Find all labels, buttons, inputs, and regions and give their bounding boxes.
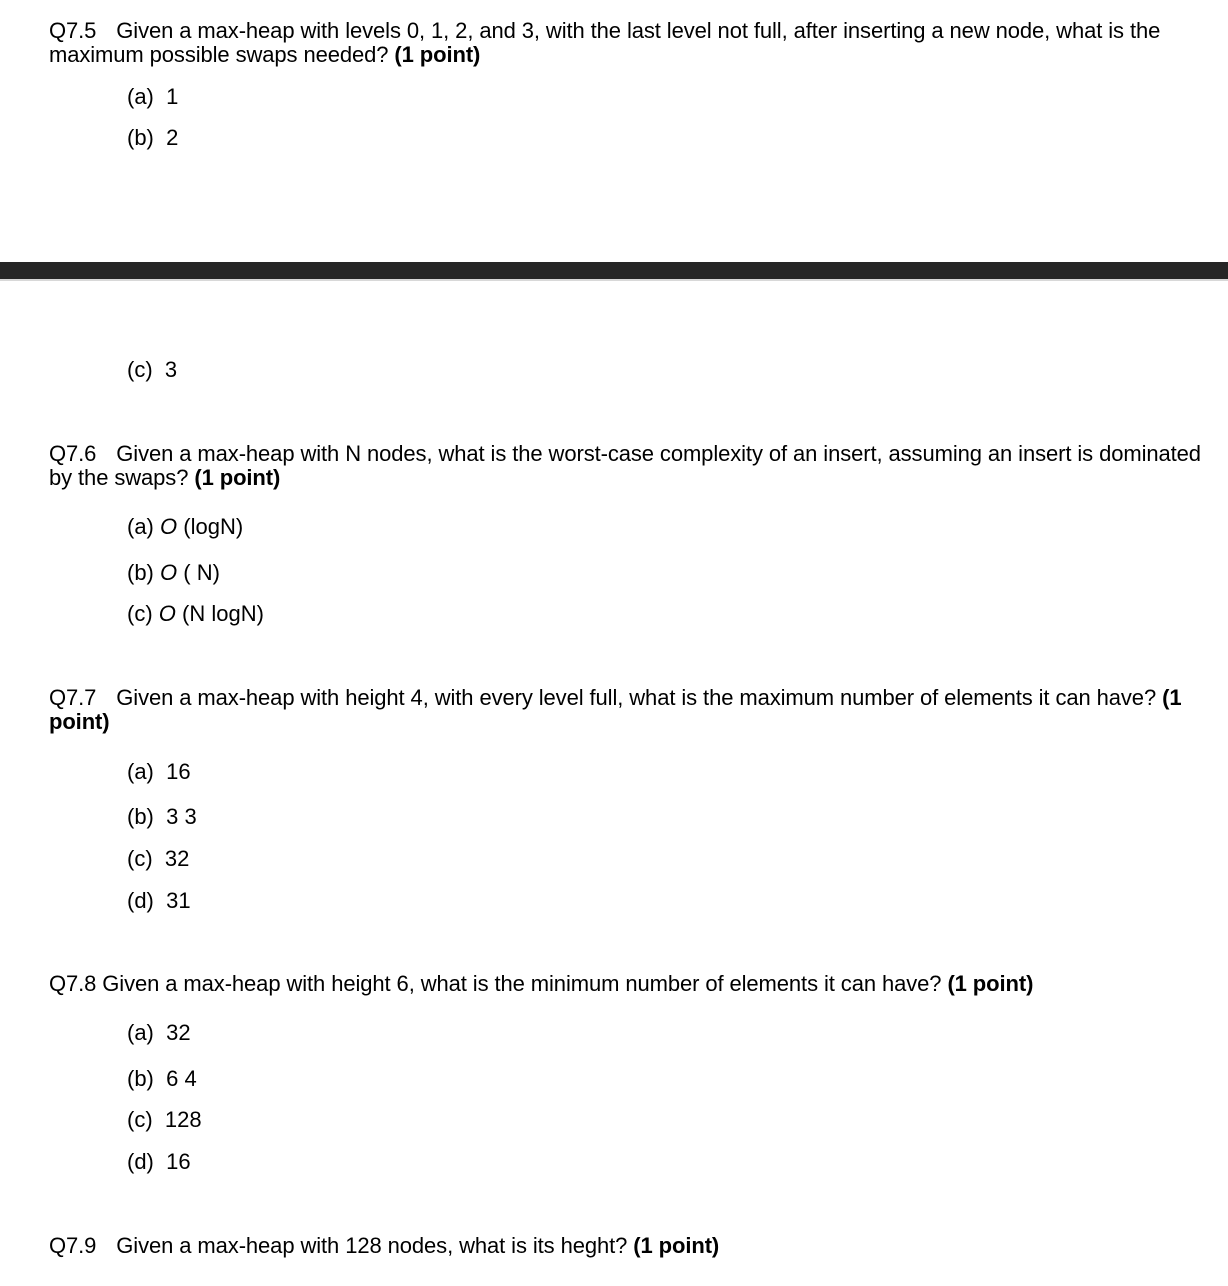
option-label: (a)	[127, 514, 154, 539]
question-7-6	[49, 442, 1209, 490]
big-o-symbol: O	[158, 601, 176, 626]
question-7-5	[49, 19, 1209, 67]
page-break-shadow	[0, 279, 1228, 281]
page-break-bar	[0, 262, 1228, 279]
question-number: Q7.5	[49, 18, 97, 43]
option-a: (a) 32	[127, 1020, 191, 1045]
option-c: (c) 128	[127, 1107, 202, 1132]
option-d: (d) 31	[127, 888, 191, 913]
big-o-symbol: O	[160, 514, 178, 539]
question-text: Given a max-heap with height 6, what is the minimum number of elements it can have?	[102, 971, 942, 996]
option-c: (c) 32	[127, 846, 190, 871]
question-number: Q7.7	[49, 685, 97, 710]
option-a	[127, 514, 243, 540]
option-c: (c) 3	[127, 357, 178, 382]
option-b: (b) 2	[127, 125, 179, 150]
option-value: (N logN)	[175, 601, 264, 626]
question-points: (1 point)	[49, 685, 1182, 734]
option-value: ( N)	[177, 560, 220, 585]
question-number: Q7.9	[49, 1233, 97, 1258]
option-b: (b) 3 3	[127, 804, 197, 829]
option-c	[127, 601, 264, 627]
question-7-9	[49, 1234, 1209, 1258]
question-number: Q7.8	[49, 971, 97, 996]
option-a: (a) 1	[127, 84, 179, 109]
question-text: Given a max-heap with height 4, with every level full, what is the maximum number of elements it can have?	[116, 685, 1157, 710]
big-o-symbol: O	[160, 560, 178, 585]
question-number: Q7.6	[49, 441, 97, 466]
question-text: Given a max-heap with 128 nodes, what is its heght?	[116, 1233, 628, 1258]
question-points: (1 point)	[947, 971, 1034, 996]
option-value: (logN)	[177, 514, 244, 539]
question-points: (1 point)	[394, 42, 481, 67]
question-7-7	[49, 686, 1209, 734]
question-points: (1 point)	[194, 465, 281, 490]
question-text: Given a max-heap with N nodes, what is the worst-case complexity of an insert, assuming an insert is dominated by the swaps?	[49, 441, 1201, 490]
option-b	[127, 560, 220, 586]
question-7-8	[49, 972, 1209, 996]
option-label: (b)	[127, 560, 154, 585]
option-label: (c)	[127, 601, 153, 626]
option-d: (d) 16	[127, 1149, 191, 1174]
option-b: (b) 6 4	[127, 1066, 197, 1091]
question-points: (1 point)	[633, 1233, 720, 1258]
option-a: (a) 16	[127, 759, 191, 784]
question-text: Given a max-heap with levels 0, 1, 2, and 3, with the last level not full, after inserting a new node, what is the maximum possible swaps needed?	[49, 18, 1161, 67]
